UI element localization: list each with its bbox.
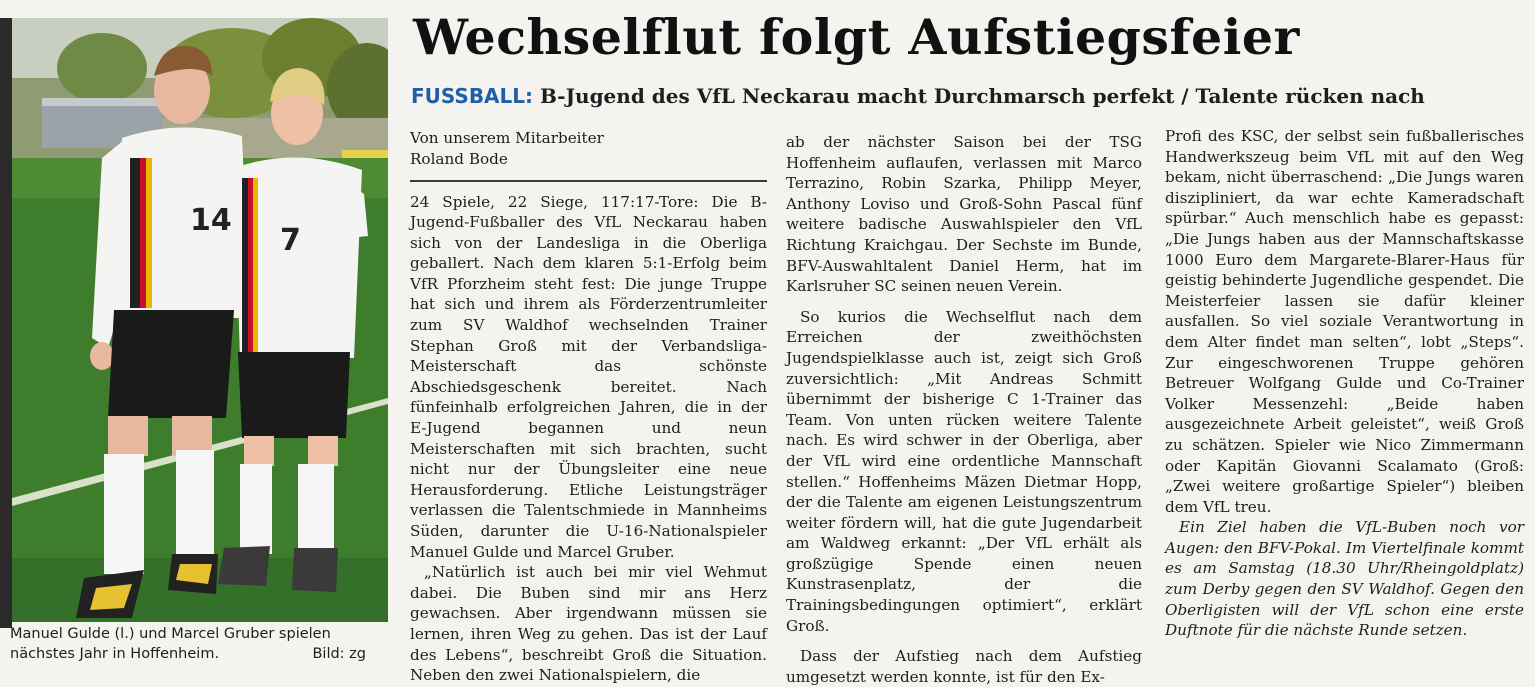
article-column-3 [1165,126,1524,641]
jersey-number-right: 7 [280,223,301,258]
section-kicker: FUSSBALL: [411,84,534,108]
team-photo [12,18,388,622]
byline-role: Von unserem Mitarbeiter [410,129,604,147]
article-column-2 [786,132,1142,687]
paragraph: Profi des KSC, der selbst sein fußballerisches Handwerkszeug beim VfL mit auf den Weg bekam, nicht überraschend: „Die Jungs waren diszipliniert, da war echte Kameradschaft spürbar.“ Auch menschlich habe es gepasst: „Die Jungs haben aus der Mannschaftskasse 1000 Euro dem Margarete-Blarer-Haus für geistig behinderte Jugendliche gespendet. Die Meisterfeier lassen sie dafür kleiner ausfallen. So viel soziale Verantwortung in dem Alter findet man selten“, lobt „Steps“. Zur eingeschworenen Truppe gehören Betreuer Wolfgang Gulde und Co-Trainer Volker Messenzehl: „Beide haben ausgezeichnete Arbeit geleistet“, weiß Groß zu schätzen. Spieler wie Nico Zimmermann oder Kapitän Giovanni Scalamato (Groß: „Zwei weitere großartige Spieler“) bleiben dem VfL treu. [1165,127,1524,516]
article-headline: Wechselflut folgt Aufstiegsfeier [413,8,1300,66]
jersey-number-left: 14 [190,203,232,238]
paragraph: So kurios die Wechselflut nach dem Erreichen der zweithöchsten Jugendspielklasse auch ist, zeigt sich Groß zuversichtlich: „Mit Andreas Schmitt übernimmt der bisherige C 1-Trainer das Team. Von unten rücken weitere Talente nach. Es wird schwer in der Oberliga, aber der VfL wird eine ordentliche Mannschaft stellen.“ Hoffenheims Mäzen Dietmar Hopp, der die Talente am eigenen Leistungszentrum weiter fördern will, hat die gute Jugendarbeit am Waldweg erkannt: „Der VfL erhält als großzügige Spende einen neuen Kunstrasenplatz, der die Trainingsbedingungen optimiert“, erklärt Groß. [786,307,1142,635]
paragraph: Ein Ziel haben die VfL-Buben noch vor Augen: den BFV-Pokal. Im Viertelfinale kommt es am Samstag (18.30 Uhr/Rheingoldplatz) zum Derby gegen den SV Waldhof. Gegen den Oberligisten will der VfL schon eine erste Duftnote für die nächste Runde setzen. [1165,518,1524,640]
byline [410,128,767,170]
photo-caption [10,624,370,664]
paragraph: ab der nächster Saison bei der TSG Hoffenheim auflaufen, verlassen mit Marco Terrazino, Robin Szarka, Philipp Meyer, Anthony Loviso und Groß-Sohn Pascal fünf weitere badische Auswahlspieler den VfL Richtung Kraichgau. Der Sechste im Bunde, BFV-Auswahltalent Daniel Herm, hat im Karlsruher SC seinen neuen Verein. [786,133,1142,296]
article-column-1 [410,128,767,686]
photo-caption-text: Manuel Gulde (l.) und Marcel Gruber spielen nächstes Jahr in Hoffenheim. [10,626,331,662]
article-subheadline [411,82,1531,110]
byline-author: Roland Bode [410,150,508,168]
byline-rule [410,180,767,182]
paragraph: 24 Spiele, 22 Siege, 117:17-Tore: Die B-Jugend-Fußballer des VfL Neckarau haben sich von der Landesliga in die Oberliga geballert. Nach dem klaren 5:1-Erfolg beim VfR Pforzheim steht fest: Die junge Truppe hat sich und ihrem als Förderzentrumleiter zum SV Waldhof wechselnden Trainer Stephan Groß mit der Verbandsliga-Meisterschaft das schönste Abschiedsgeschenk bereitet. Nach fünfeinhalb erfolgreichen Jahren, die in der E-Jugend begannen und neun Meisterschaften mit sich brachten, sucht nicht nur der Übungsleiter eine neue Herausforderung. Etliche Leistungsträger verlassen die Talentschmiede in Mannheims Süden, darunter die U-16-Nationalspieler Manuel Gulde und Marcel Gruber. [410,192,767,561]
paragraph: „Natürlich ist auch bei mir viel Wehmut dabei. Die Buben sind mir ans Herz gewachsen. Aber irgendwann müssen sie lernen, ihren Weg zu gehen. Das ist der Lauf des Lebens“, beschreibt Groß die Situation. Neben den zwei Nationalspielern, die [410,563,767,685]
paragraph: Dass der Aufstieg nach dem Aufstieg umgesetzt werden konnte, ist für den Ex- [786,647,1142,686]
subheadline-text: B-Jugend des VfL Neckarau macht Durchmarsch perfekt / Talente rücken nach [533,84,1425,108]
photo-credit: Bild: zg [312,646,366,662]
scan-edge [0,18,12,628]
